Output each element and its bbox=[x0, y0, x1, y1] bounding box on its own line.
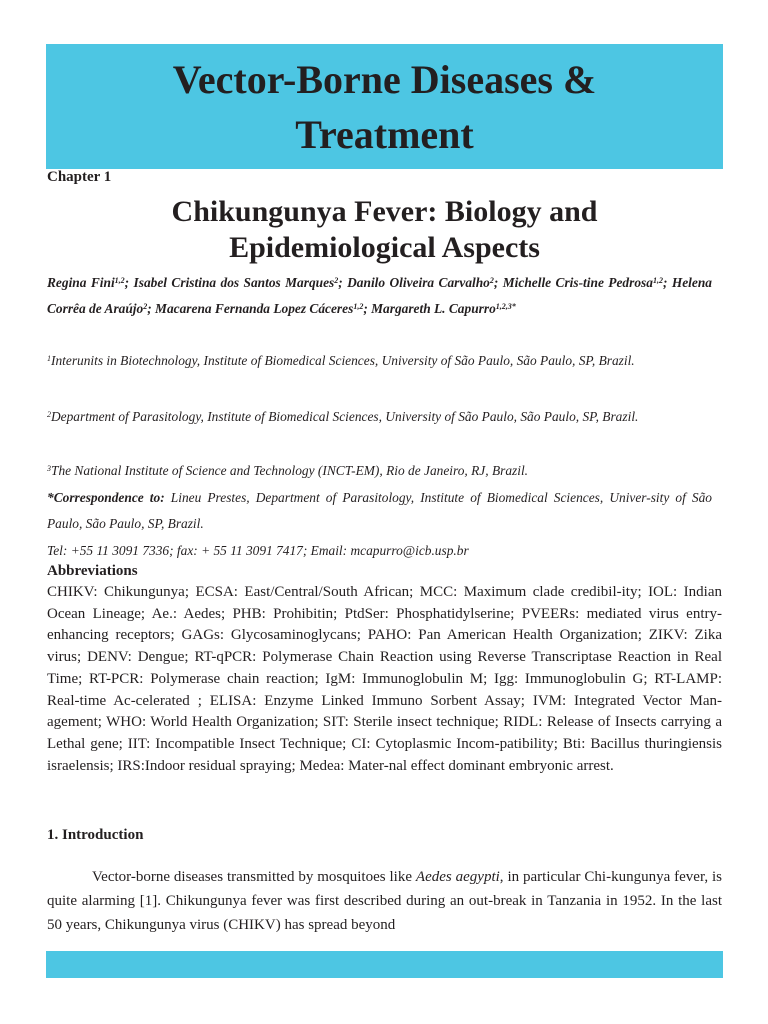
species-name: Aedes aegypti bbox=[415, 869, 500, 885]
affiliation-text: Interunits in Biotechnology, Institute of Biomedical Sciences, University of São Paulo, São Paulo, SP, Brazil. bbox=[51, 353, 635, 368]
author-separator: ; bbox=[662, 275, 672, 290]
footer-bar bbox=[46, 951, 723, 978]
author-affiliation-mark: 2 bbox=[489, 276, 494, 285]
introduction-heading: 1. Introduction bbox=[47, 827, 144, 843]
affiliation-2 bbox=[47, 404, 712, 430]
book-title bbox=[46, 44, 723, 162]
author-name: Michelle Cris-tine Pedrosa bbox=[502, 275, 653, 290]
author-name: Macarena Fernanda Lopez Cáceres bbox=[155, 301, 354, 316]
author-affiliation-mark: 2 bbox=[334, 276, 339, 285]
author-affiliation-mark: 1,2 bbox=[353, 302, 364, 311]
author-name: Danilo Oliveira Carvalho bbox=[347, 275, 490, 290]
author-name: Regina Fini bbox=[47, 275, 115, 290]
author-name: Helena Corrêa de Araújo bbox=[47, 275, 712, 316]
intro-text-end: , in particular Chi-kungunya fever, is quite alarming [1]. Chikungunya fever was first described during an out-break in Tanzania in 1952. In the last 50 years, Chikungunya virus (CHIKV) has spread beyond bbox=[47, 869, 723, 933]
chapter-title bbox=[46, 194, 723, 266]
author-separator: ; bbox=[147, 301, 156, 316]
chapter-label: Chapter 1 bbox=[47, 169, 112, 185]
book-title-line-1: Vector-Borne Diseases & bbox=[172, 57, 597, 102]
author-name: Margareth L. Capurro bbox=[371, 301, 496, 316]
correspondence-address: Lineu Prestes, Department of Parasitology, Institute of Biomedical Sciences, Univer-sity of São Paulo, São Paulo, SP, Brazil. bbox=[47, 490, 712, 531]
affiliation-text: Department of Parasitology, Institute of Biomedical Sciences, University of São Paulo, São Paulo, SP, Brazil. bbox=[51, 409, 639, 424]
header-banner bbox=[46, 44, 723, 169]
author-separator: ; bbox=[493, 275, 503, 290]
affiliation-text: The National Institute of Science and Technology (INCT-EM), Rio de Janeiro, RJ, Brazil. bbox=[51, 463, 529, 478]
affiliation-3 bbox=[47, 458, 712, 484]
abbreviations-text: CHIKV: Chikungunya; ECSA: East/Central/South African; MCC: Maximum clade credibil-ity; IOL: Indian Ocean Lineage; Ae.: Aedes; PHB: Prohibitin; PtdSer: Phosphatidylserine; PVEERs: mediated virus entry-enhancing receptors; GAGs: Glycosaminoglycans; PAHO: Pan American Health Organization; ZIKV: Zika virus; DENV: Dengue; RT-qPCR: Polymerase Chain Reaction using Reverse Transcriptase Reaction in Real Time; RT-PCR: Polymerase chain reaction; IgM: Immunoglobulin M; Igg: Immunoglobulin G; RT-LAMP: Real-time Ac-celerated ; ELISA: Enzyme Linked Immuno Sorbent Assay; IVM: Integrated Vector Man-agement; WHO: World Health Organization; SIT: Sterile insect technique; RIDL: Release of Insects carrying a Lethal gene; IIT: Incompatible Insect Technique; CI: Cytoplasmic Incom-patibility; Bti: Bacillus thuringiensis israelensis; IRS:Indoor residual spraying; Medea: Mater-nal effect dominant embryonic arrest. bbox=[47, 584, 722, 774]
author-affiliation-mark: 1,2,3* bbox=[495, 302, 516, 311]
affiliation-number: 1 bbox=[47, 354, 51, 363]
author-separator: ; bbox=[363, 301, 372, 316]
author-affiliation-mark: 1,2 bbox=[652, 276, 663, 285]
author-separator: ; bbox=[124, 275, 134, 290]
author-affiliation-mark: 1,2 bbox=[114, 276, 125, 285]
book-title-line-2: Treatment bbox=[295, 112, 474, 157]
author-name: Isabel Cristina dos Santos Marques bbox=[133, 275, 335, 290]
author-affiliation-mark: 2 bbox=[143, 302, 148, 311]
chapter-title-line-1: Chikungunya Fever: Biology and bbox=[171, 195, 598, 228]
introduction-paragraph bbox=[47, 865, 722, 937]
author-list bbox=[47, 270, 712, 322]
intro-text-start: Vector-borne diseases transmitted by mosquitoes like bbox=[92, 869, 416, 885]
affiliation-1 bbox=[47, 348, 712, 374]
abbreviations-heading: Abbreviations bbox=[47, 563, 138, 579]
contact-details: Tel: +55 11 3091 7336; fax: + 55 11 3091 7417; Email: mcapurro@icb.usp.br bbox=[47, 543, 469, 558]
correspondence-label: *Correspondence to: bbox=[47, 490, 165, 505]
correspondence bbox=[47, 485, 712, 537]
affiliation-number: 2 bbox=[47, 410, 51, 419]
chapter-title-line-2: Epidemiological Aspects bbox=[229, 231, 540, 264]
author-separator: ; bbox=[338, 275, 348, 290]
affiliation-number: 3 bbox=[47, 464, 51, 473]
